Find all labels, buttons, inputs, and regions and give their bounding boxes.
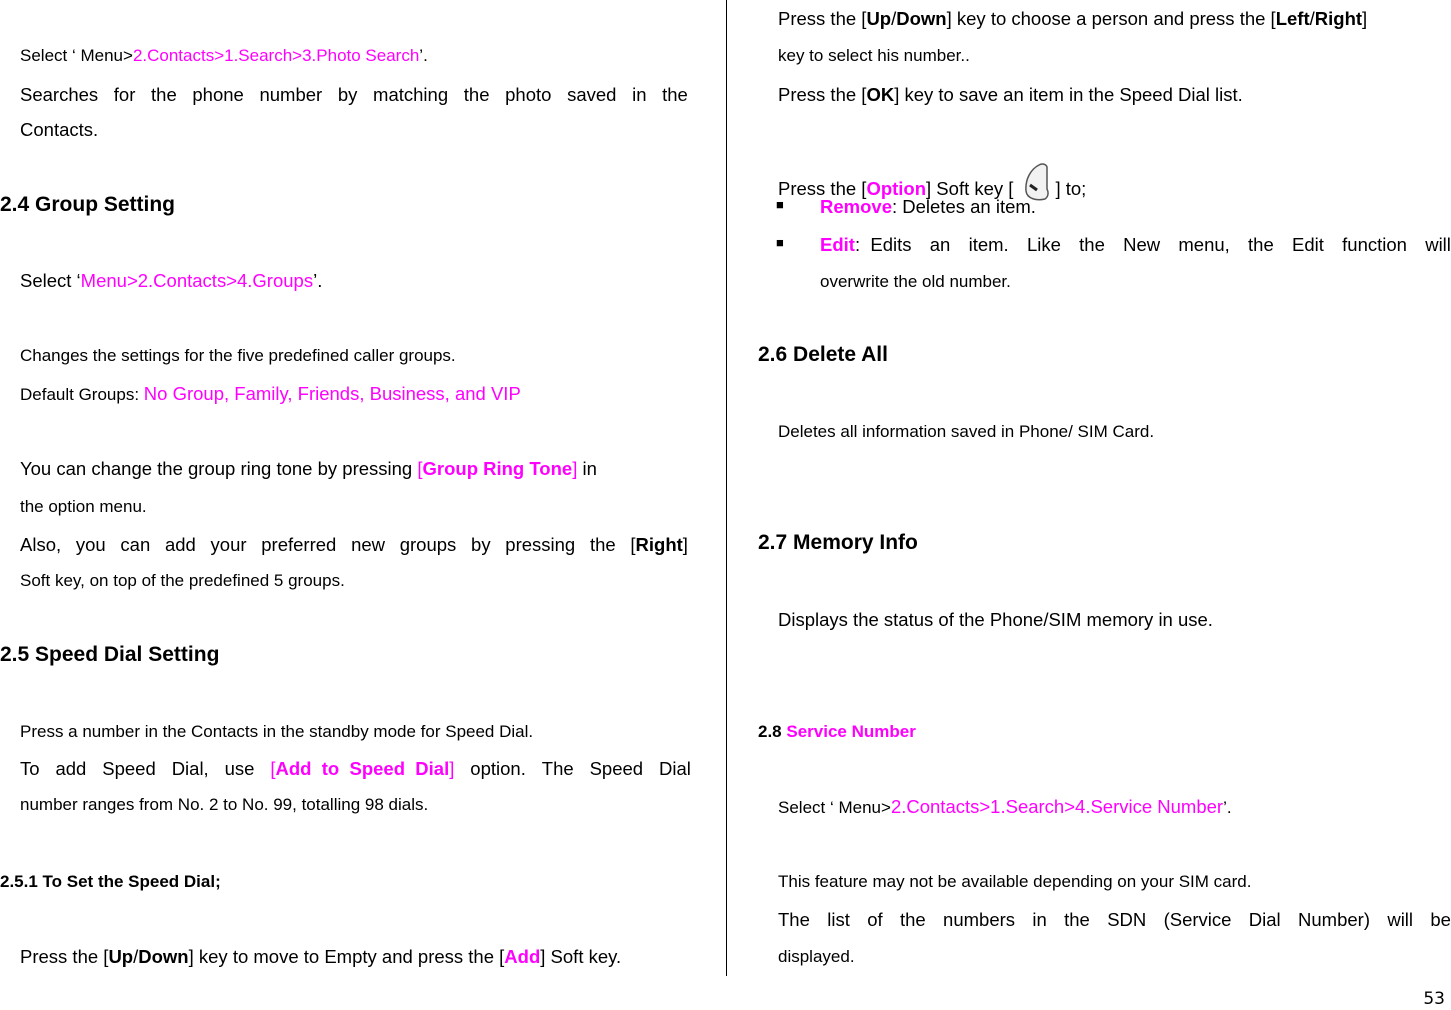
- add-groups-word: pressing: [505, 534, 576, 555]
- photo-search-desc-cont: Contacts.: [20, 119, 99, 140]
- service-number-path: Select ‘ Menu>2.Contacts>1.Search>4.Service Number’.: [778, 796, 1232, 817]
- photo-search-desc-word: number: [259, 84, 323, 105]
- sdn-list-word: numbers: [943, 909, 1016, 930]
- bullet-edit-word: the: [1079, 234, 1105, 255]
- right-key-label: [Right]: [630, 534, 688, 555]
- bullet-edit-word: an: [929, 234, 951, 255]
- bullet-edit-word: menu,: [1178, 234, 1230, 255]
- bullet-edit-word: function: [1342, 234, 1407, 255]
- sdn-list-word: the: [1064, 909, 1090, 930]
- photo-search-desc-word: the: [151, 84, 177, 105]
- speed-dial-option-word: The: [541, 758, 574, 779]
- bullet-edit-word: New: [1123, 234, 1161, 255]
- photo-search-desc-word: photo: [505, 84, 552, 105]
- add-groups-word: you: [75, 534, 106, 555]
- column-divider: [726, 0, 727, 976]
- square-bullet-icon: ■: [776, 235, 784, 250]
- service-number-note: This feature may not be available depending on your SIM card.: [778, 872, 1252, 891]
- speed-dial-range: number ranges from No. 2 to No. 99, totalling 98 dials.: [20, 795, 429, 814]
- bullet-edit-word: Edit: [1292, 234, 1324, 255]
- speed-dial-option-word: Dial,: [171, 758, 209, 779]
- bullet-edit-cont: overwrite the old number.: [820, 272, 1011, 291]
- save-item-text: Press the [OK] key to save an item in the Speed Dial list.: [778, 84, 1243, 105]
- sdn-list-word: The: [778, 909, 810, 930]
- sdn-list-word: Dial: [1248, 909, 1281, 930]
- add-groups-text: [20, 533, 688, 557]
- add-groups-word: by: [471, 534, 491, 555]
- bullet-edit-word: the: [1248, 234, 1274, 255]
- set-speed-dial-step: Press the [Up/Down] key to move to Empty and press the [Add] Soft key.: [20, 946, 622, 967]
- photo-search-desc-word: the: [662, 84, 688, 105]
- sdn-list-word: of: [867, 909, 883, 930]
- photo-search-desc-word: by: [337, 84, 358, 105]
- add-groups-word: the: [589, 534, 616, 555]
- speed-dial-option-word: add: [55, 758, 87, 779]
- heading-set-speed-dial: 2.5.1 To Set the Speed Dial;: [0, 872, 221, 891]
- bullet-edit-word: Like: [1026, 234, 1061, 255]
- speed-dial-option-word: Dial: [659, 758, 691, 779]
- photo-search-path: Select ‘ Menu>2.Contacts>1.Search>3.Photo Search’.: [20, 46, 428, 65]
- add-groups-word: can: [120, 534, 151, 555]
- add-groups-word: groups: [399, 534, 457, 555]
- bullet-remove: Remove: Deletes an item.: [820, 196, 1036, 217]
- add-groups-word: Also,: [20, 534, 62, 555]
- groups-desc: Changes the settings for the five predefined caller groups.: [20, 346, 456, 365]
- bullet-edit: [820, 233, 1451, 257]
- sdn-list-word: Number): [1298, 909, 1370, 930]
- add-groups-word: add: [164, 534, 196, 555]
- speed-dial-option-word: Speed: [102, 758, 156, 779]
- sdn-list-word: list: [827, 909, 850, 930]
- default-groups: Default Groups: No Group, Family, Friends, Business, and VIP: [20, 383, 521, 404]
- sdn-list-text: [778, 908, 1451, 932]
- add-groups-word: preferred: [261, 534, 337, 555]
- memory-info-desc: Displays the status of the Phone/SIM memory in use.: [778, 609, 1213, 630]
- choose-person-text-cont: key to select his number..: [778, 46, 970, 65]
- speed-dial-option-word: use: [224, 758, 255, 779]
- add-groups-text-cont: Soft key, on top of the predefined 5 groups.: [20, 571, 345, 590]
- sdn-list-word: will: [1387, 909, 1414, 930]
- photo-search-desc: [20, 83, 688, 107]
- heading-delete-all: 2.6 Delete All: [758, 343, 888, 366]
- photo-search-desc-word: for: [113, 84, 136, 105]
- group-ring-tone-text: You can change the group ring tone by pressing [Group Ring Tone] in: [20, 458, 597, 479]
- add-groups-word: new: [351, 534, 386, 555]
- heading-service-number: 2.8 Service Number: [758, 722, 916, 741]
- speed-dial-option-word: option.: [470, 758, 526, 779]
- sdn-list-word: in: [1032, 909, 1047, 930]
- edit-label: Edit : Edits: [820, 234, 912, 255]
- add-to-speed-dial-label: [Add to Speed Dial]: [270, 758, 455, 779]
- sdn-list-word: SDN: [1107, 909, 1147, 930]
- speed-dial-option-word: To: [20, 758, 40, 779]
- photo-search-desc-word: saved: [567, 84, 617, 105]
- heading-speed-dial-setting: 2.5 Speed Dial Setting: [0, 643, 220, 666]
- bullet-edit-word: will: [1425, 234, 1451, 255]
- sdn-list-word: the: [899, 909, 926, 930]
- speed-dial-option-word: Speed: [589, 758, 644, 779]
- photo-search-desc-word: Searches: [20, 84, 99, 105]
- speed-dial-option-text: [20, 757, 691, 781]
- page-number: 53: [1423, 989, 1445, 1009]
- photo-search-desc-word: matching: [373, 84, 449, 105]
- groups-path: Select ‘Menu>2.Contacts>4.Groups’.: [20, 270, 323, 291]
- heading-group-setting: 2.4 Group Setting: [0, 193, 176, 216]
- sdn-list-text-cont: displayed.: [778, 947, 855, 966]
- photo-search-desc-word: in: [632, 84, 647, 105]
- sdn-list-word: (Service: [1163, 909, 1232, 930]
- delete-all-desc: Deletes all information saved in Phone/ SIM Card.: [778, 422, 1155, 441]
- option-soft-key-text: Press the [Option] Soft key [ ] to;: [778, 163, 1086, 209]
- photo-search-desc-word: the: [463, 84, 490, 105]
- square-bullet-icon: ■: [776, 197, 784, 212]
- speed-dial-desc: Press a number in the Contacts in the standby mode for Speed Dial.: [20, 722, 534, 741]
- option-menu-text: the option menu.: [20, 497, 147, 516]
- sdn-list-word: be: [1430, 909, 1451, 930]
- heading-memory-info: 2.7 Memory Info: [758, 531, 918, 554]
- photo-search-desc-word: phone: [192, 84, 244, 105]
- choose-person-text: Press the [Up/Down] key to choose a person and press the [Left/Right]: [778, 8, 1368, 29]
- bullet-edit-word: item.: [968, 234, 1009, 255]
- add-groups-word: your: [210, 534, 247, 555]
